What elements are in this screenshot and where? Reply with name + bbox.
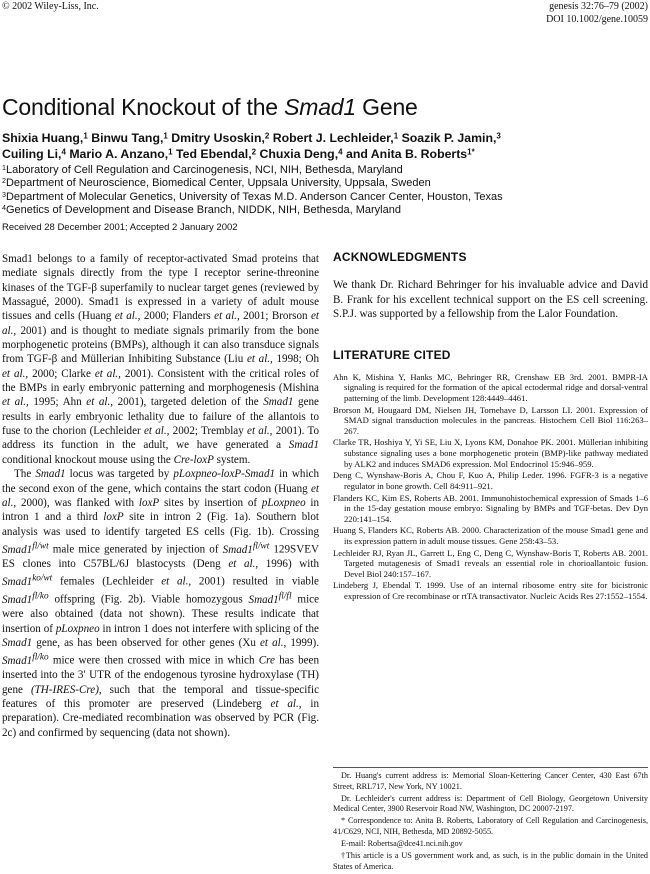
reference-list [333,372,648,602]
body-paragraph: The Smad1 locus was targeted by pLoxpneo-loxP-Smad1 in which the second exon of the gene, which contains the start codon (Huang et al., 2000), was flanked with loxP sites by insertion of pLoxpneo in intron 1 and a third loxP site in intron 2 (Fig. 1a). Southern blot analysis was used to identify targeted ES cells (Fig. 1b). Crossing $Smad1^{fl/wt}$ male mice generated by injection of $Smad1^{fl/wt}$ 129SVEV ES clones into C57BL/6J blastocysts (Deng et al., 1996) with $Smad1^{ko/wt}$ females (Lechleider et al., 2001) resulted in viable $Smad1^{fl/ko}$ offspring (Fig. 2b). Viable homozygous $Smad1^{fl/fl}$ mice were also obtained (data not shown). These results indicate that insertion of pLoxpneo in intron 1 does not interfere with splicing of the Smad1 gene, as has been observed for other genes (Xu et al., 1999). $Smad1^{fl/ko}$ mice were then crossed with mice in which Cre has been inserted into the 3′ UTR of the endogenous tyrosine hydroxylase (TH) gene (TH-IRES-Cre), such that the temporal and tissue-specific features of this promoter are preserved (Lindeberg et al., in preparation). Cre-mediated recombination was observed by PCR (Fig. 2c) and confirmed by sequencing (data not shown). [2,468,320,739]
author: Robert J. Lechleider,$^1$ [272,131,399,145]
affiliation-list [2,164,648,217]
reference-item: Flanders KC, Kim ES, Roberts AB. 2001. Immunohistochemical expression of Smads 1–6 in the 15-day gestation mouse embryo: Signaling by BMPs and TGF-betas. Dev Dyn 220:141–154. [333,492,648,524]
acknowledgments-text: We thank Dr. Richard Behringer for his invaluable advice and David B. Frank for his excellent technical support on the ES cell screening. S.P.J. was supported by a fellowship from the Lalor Foundation. [333,279,648,321]
reference-item: Lindeberg J, Ebendal T. 1999. Use of an internal ribosome entry site for bicistronic expression of Cre recombinase or rtTA transactivator. Nucleic Acids Res 27:1552–1554. [333,580,648,602]
reference-item: Lechleider RJ, Ryan JL, Garrett L, Eng C, Deng C, Wynshaw-Boris T, Roberts AB. 2001. Targeted mutagenesis of Smad1 reveals an essential role in chorioallantoic fusion. Devel Biol 240:157–167. [333,547,648,579]
reference-item: Ahn K, Mishina Y, Hanks MC, Behringer RR, Crenshaw EB 3rd. 2001. BMPR-IA signaling is required for the formation of the apical ectodermal ridge and dorsal-ventral patterning of the limb. Development 128:4449–4461. [333,371,648,403]
affiliation: $^4$Genetics of Development and Disease Branch, NIDDK, NIH, Bethesda, Maryland [2,203,401,216]
doi: DOI 10.1002/gene.10059 [546,13,648,25]
title-suffix: Gene [355,94,418,120]
author: and Anita B. Roberts$^{1*}$ [345,147,475,161]
right-column [333,250,648,603]
footnote: Dr. Huang's current address is: Memorial Sloan-Kettering Cancer Center, 430 East 67th Street, RRL717, New York, NY 10021. [333,771,648,791]
article-title [2,94,418,121]
title-gene: Smad1 [284,94,356,120]
journal-info [546,1,648,26]
footnote: Dr. Lechleider's current address is: Department of Cell Biology, Georgetown University Medical Center, 3900 Reservoir Road NW, Washington, DC 20007-2197. [333,793,648,814]
author: Ted Ebendal,$^2$ [176,147,257,161]
body-text-column [2,252,319,740]
author: Cuiling Li,$^4$ [2,147,66,161]
reference-item: Brorson M, Hougaard DM, Nielsen JH, Tornehave D, Larsson LI. 2001. Expression of SMAD signal transduction molecules in the pancreas. Histochem Cell Biol 116:263–267. [333,404,648,436]
title-prefix: Conditional Knockout of the [2,94,285,120]
affiliation: $^3$Department of Molecular Genetics, University of Texas M.D. Anderson Cancer Center, Houston, Texas [2,190,503,203]
author: Binwu Tang,$^1$ [91,131,168,145]
body-paragraph: Smad1 belongs to a family of receptor-activated Smad proteins that mediate signals directly from the type I receptor serine-threonine kinases of the TGF-β superfamily to nuclear target genes (reviewed by Massagué, 2000). Smad1 is expressed in a variety of adult mouse tissues and cells (Huang et al., 2000; Flanders et al., 2001; Brorson et al., 2001) and is thought to mediate signals primarily from the bone morphogenetic proteins (BMPs), although it can also transduce signals from TGF-β and Müllerian Inhibiting Substance (Liu et al., 1998; Oh et al., 2000; Clarke et al., 2001). Consistent with the critical roles of the BMPs in early embryonic patterning and morphogenesis (Mishina et al., 1995; Ahn et al., 2001), targeted deletion of the Smad1 gene results in early embryonic lethality due to failure of the allantois to fuse to the chorion (Lechleider et al., 2002; Tremblay et al., 2001). To address its function in the adult, we have generated a Smad1 conditional knockout mouse using the Cre-loxP system. [2,253,319,466]
affiliation: $^2$Department of Neuroscience, Biomedical Center, Uppsala University, Uppsala, Sweden [2,177,431,190]
author-list [2,130,648,162]
copyright-notice: © 2002 Wiley-Liss, Inc. [2,1,99,12]
footnote: †This article is a US government work and, as such, is in the public domain in the United States of America. [333,851,648,871]
reference-item: Clarke TR, Hoshiya Y, Yi SE, Liu X, Lyons KM, Donahoe PK. 2001. Müllerian inhibiting substance signaling uses a bone morphogenetic protein (BMP)-like pathway mediated by ALK2 and induces SMAD6 expression. Mol Endocrinol 15:946–959. [333,437,648,469]
footnote: * Correspondence to: Anita B. Roberts, Laboratory of Cell Regulation and Carcinogenesis, 41/C629, NCI, NIH, Bethesda, MD 20892-5055. [333,816,648,836]
references-heading: LITERATURE CITED [333,347,451,362]
acknowledgments-heading: ACKNOWLEDGMENTS [333,250,467,264]
author: Shixia Huang,$^1$ [2,131,88,145]
reference-item: Deng C, Wynshaw-Boris A, Chou F, Kuo A, Philip Leder. 1996. FGFR-3 is a negative regulator in bone growth. Cell 84:911–921. [333,470,648,491]
journal-citation: genesis 32:76–79 (2002) [549,1,648,12]
author: Soazik P. Jamin,$^3$ [401,131,501,145]
affiliation: $^1$Laboratory of Cell Regulation and Carcinogenesis, NCI, NIH, Bethesda, Maryland [2,163,403,176]
author: Chuxia Deng,$^4$ [259,147,343,161]
received-accepted-dates: Received 28 December 2001; Accepted 2 January 2002 [2,222,238,233]
footnotes [333,771,648,874]
author: Dmitry Usoskin,$^2$ [171,131,270,145]
footnote-divider [333,767,648,768]
author: Mario A. Anzano,$^1$ [69,147,173,161]
reference-item: Huang S, Flanders KC, Roberts AB. 2000. Characterization of the mouse Smad1 gene and its expression pattern in adult mouse tissues. Gene 258:43–53. [333,525,648,546]
footnote: E-mail: Robertsa@dce41.nci.nih.gov [341,839,463,849]
